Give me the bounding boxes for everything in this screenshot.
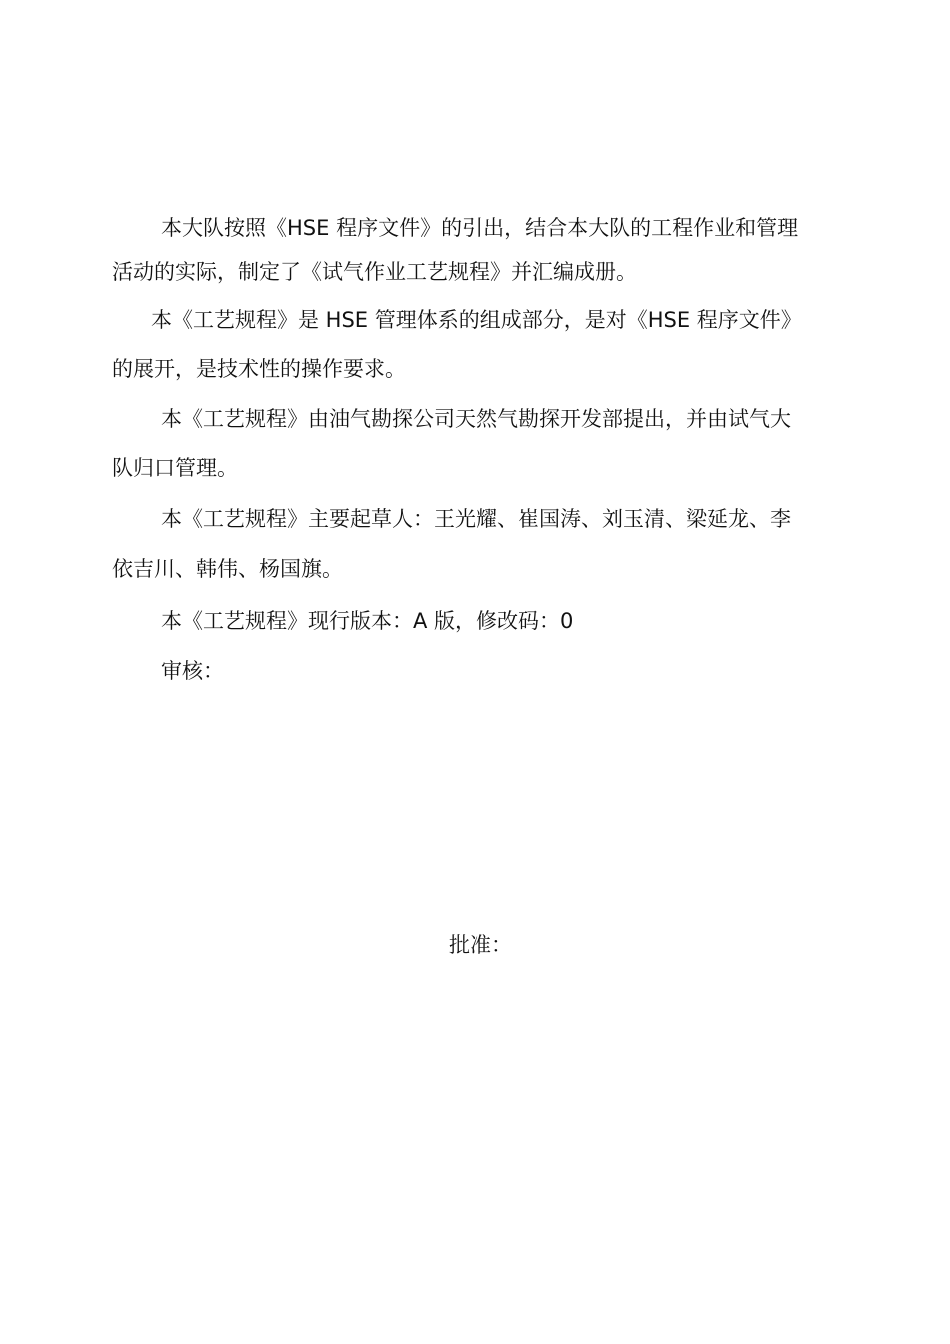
approver-label: 批准： xyxy=(449,933,512,957)
paragraph-intro-line-2: 活动的实际，制定了《试气作业工艺规程》并汇编成册。 xyxy=(112,260,637,284)
paragraph-proposer-line-2: 队归口管理。 xyxy=(112,456,238,480)
paragraph-drafters-line-2: 依吉川、韩伟、杨国旗。 xyxy=(112,557,343,581)
paragraph-hse-line-1: 本《工艺规程》是 HSE 管理体系的组成部分，是对《HSE 程序文件》 xyxy=(151,308,802,332)
paragraph-hse-line-2: 的展开，是技术性的操作要求。 xyxy=(112,357,406,381)
reviewer-label: 审核： xyxy=(161,659,224,683)
paragraph-proposer-line-1: 本《工艺规程》由油气勘探公司天然气勘探开发部提出，并由试气大 xyxy=(161,407,791,431)
paragraph-intro-line-1: 本大队按照《HSE 程序文件》的引出，结合本大队的工程作业和管理 xyxy=(161,216,799,240)
paragraph-version: 本《工艺规程》现行版本：A 版，修改码：0 xyxy=(161,609,574,633)
paragraph-drafters-line-1: 本《工艺规程》主要起草人：王光耀、崔国涛、刘玉清、梁延龙、李 xyxy=(161,507,791,531)
